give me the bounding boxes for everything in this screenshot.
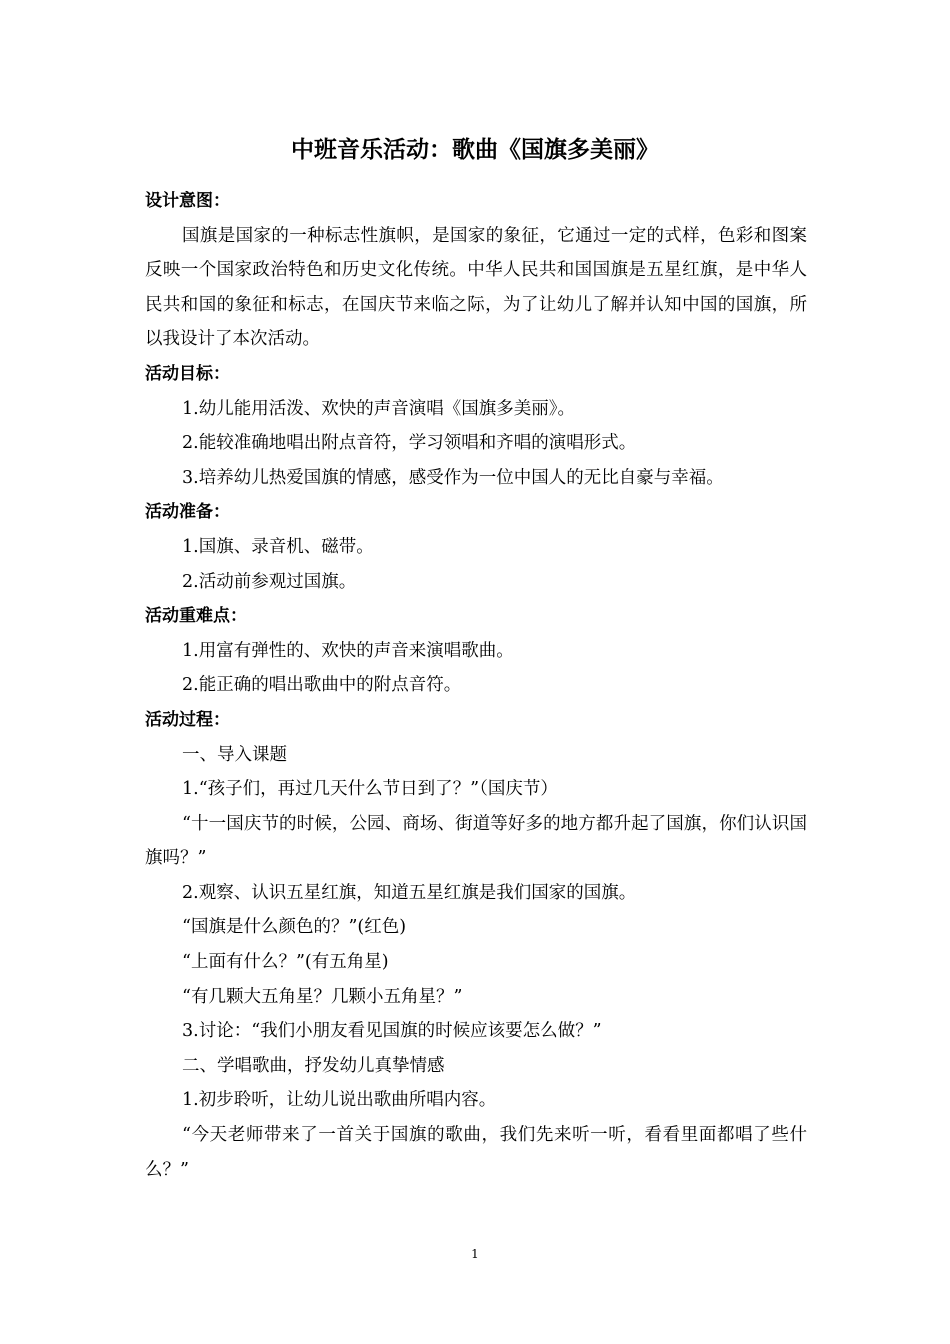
- heading-key-points: 活动重难点：: [145, 606, 247, 627]
- process-step: 1.“孩子们，再过几天什么节日到了？”（国庆节）: [182, 779, 558, 800]
- process-question: “有几颗大五角星？几颗小五角星？”: [182, 986, 463, 1007]
- process-step: 2.观察、认识五星红旗，知道五星红旗是我们国家的国旗。: [182, 882, 637, 903]
- document-title: 中班音乐活动：歌曲《国旗多美丽》: [291, 137, 659, 163]
- process-step: 3.讨论：“我们小朋友看见国旗的时候应该要怎么做？”: [182, 1021, 602, 1042]
- heading-design-intent: 设计意图：: [145, 191, 230, 211]
- process-part-title: 二、学唱歌曲，抒发幼儿真挚情感: [182, 1055, 445, 1076]
- goal-item: 2.能较准确地唱出附点音符，学习领唱和齐唱的演唱形式。: [182, 433, 637, 454]
- process-question: “上面有什么？”(有五角星): [182, 952, 389, 973]
- document-body: [145, 184, 807, 1187]
- process-question: “国旗是什么颜色的？”(红色): [182, 917, 407, 938]
- preparation-item: 1.国旗、录音机、磁带。: [182, 536, 374, 557]
- process-quote: “今天老师带来了一首关于国旗的歌曲，我们先来听一听，看看里面都唱了些什么？”: [145, 1125, 807, 1180]
- heading-process: 活动过程：: [145, 709, 230, 730]
- goal-item: 3.培养幼儿热爱国旗的情感，感受作为一位中国人的无比自豪与幸福。: [182, 467, 724, 488]
- page-number: 1: [471, 1247, 479, 1261]
- process-step: 1.初步聆听，让幼儿说出歌曲所唱内容。: [182, 1090, 497, 1111]
- goal-item: 1.幼儿能用活泼、欢快的声音演唱《国旗多美丽》。: [182, 398, 575, 419]
- process-part-title: 一、导入课题: [182, 744, 287, 765]
- preparation-item: 2.活动前参观过国旗。: [182, 571, 357, 592]
- key-point-item: 1.用富有弹性的、欢快的声音来演唱歌曲。: [182, 640, 514, 661]
- design-intent-paragraph: 国旗是国家的一种标志性旗帜，是国家的象征，它通过一定的式样，色彩和图案反映一个国家政治特色和历史文化传统。中华人民共和国国旗是五星红旗，是中华人民共和国的象征和标志，在国庆节来临之际，为了让幼儿了解并认知中国的国旗，所以我设计了本次活动。: [145, 225, 807, 350]
- key-point-item: 2.能正确的唱出歌曲中的附点音符。: [182, 675, 462, 696]
- heading-goals: 活动目标：: [145, 363, 230, 384]
- heading-preparation: 活动准备：: [145, 502, 230, 523]
- process-quote: “十一国庆节的时候，公园、商场、街道等好多的地方都升起了国旗，你们认识国旗吗？”: [145, 813, 807, 869]
